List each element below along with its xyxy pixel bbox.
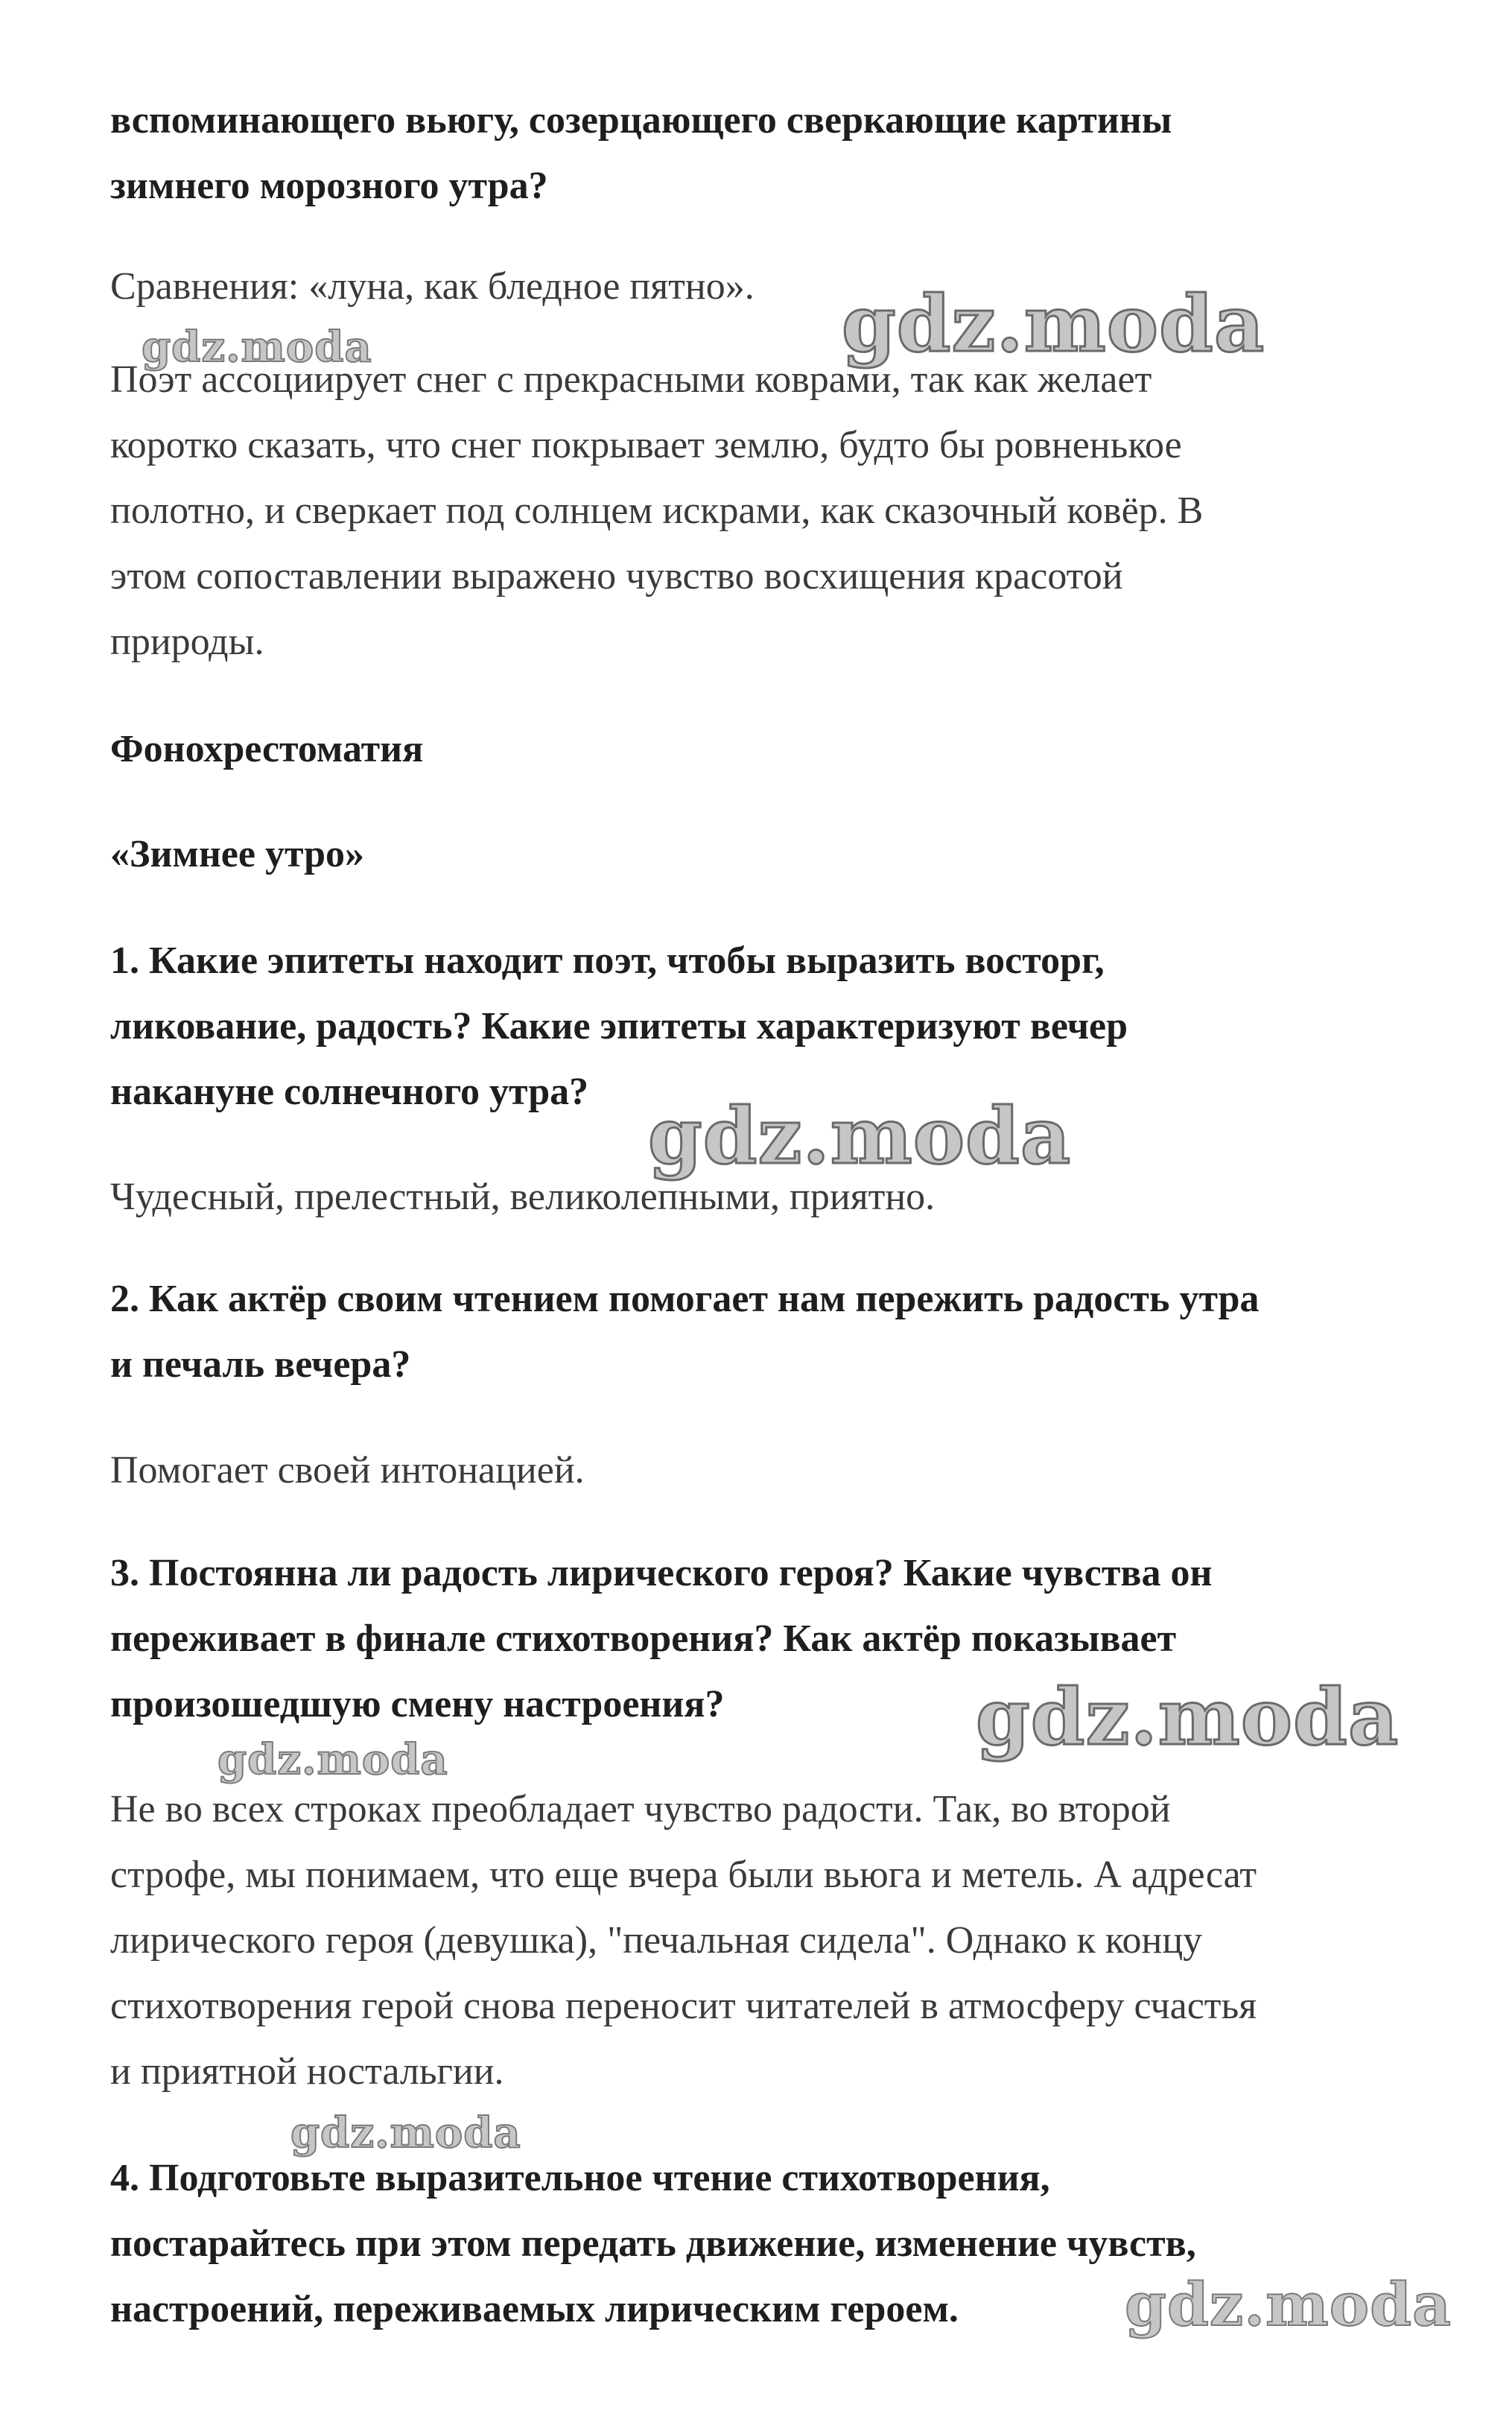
text-line: 3. Постоянна ли радость лирического героя? Какие чувства он	[110, 1552, 1213, 1594]
text-line: природы.	[110, 621, 264, 663]
text-line: переживает в финале стихотворения? Как актёр показывает	[110, 1617, 1177, 1660]
text-line: вспоминающего вьюгу, созерцающего сверкающие картины	[110, 99, 1172, 142]
poem-title	[110, 822, 1436, 887]
text-line: Чудесный, прелестный, великолепными, приятно.	[110, 1176, 936, 1218]
question-continuation	[110, 88, 1436, 219]
text-line: этом сопоставлении выражено чувство восхищения красотой	[110, 555, 1123, 598]
section-heading	[110, 717, 1436, 782]
text-line: лирического героя (девушка), "печальная сидела". Однако к концу	[110, 1919, 1203, 1962]
text-line: полотно, и сверкает под солнцем искрами, как сказочный ковёр. В	[110, 489, 1204, 532]
text-line: стихотворения герой снова переносит читателей в атмосферу счастья	[110, 1985, 1257, 2027]
watermark: gdz.moda	[842, 278, 1265, 370]
answer-1	[110, 1164, 1436, 1230]
answer-2	[110, 1438, 1436, 1503]
watermark: gdz.moda	[976, 1671, 1400, 1763]
text-line: настроений, переживаемых лирическим героем.	[110, 2288, 959, 2330]
answer-3	[110, 1777, 1436, 2105]
question-4	[110, 2146, 1436, 2342]
text-line: Поэт ассоциирует снег с прекрасными коврами, так как желает	[110, 358, 1152, 401]
text-line: произошедшую смену настроения?	[110, 1683, 725, 1725]
watermark: gdz.moda	[1125, 2269, 1452, 2339]
text-line: 2. Как актёр своим чтением помогает нам пережить радость утра	[110, 1278, 1260, 1320]
text-line: 4. Подготовьте выразительное чтение стихотворения,	[110, 2157, 1050, 2199]
text-line: и печаль вечера?	[110, 1343, 411, 1386]
watermark: gdz.moda	[290, 2108, 521, 2158]
text-line: и приятной ностальгии.	[110, 2050, 504, 2093]
text-line: зимнего морозного утра?	[110, 165, 548, 207]
text-line: строфе, мы понимаем, что еще вчера были вьюга и метель. А адресат	[110, 1854, 1257, 1896]
question-1	[110, 928, 1436, 1125]
question-3	[110, 1541, 1436, 1737]
text-line: Не во всех строках преобладает чувство радости. Так, во второй	[110, 1788, 1171, 1831]
text-line: постарайтесь при этом передать движение, изменение чувств,	[110, 2222, 1196, 2265]
text-line: коротко сказать, что снег покрывает землю, будто бы ровненькое	[110, 424, 1182, 466]
text-line: накануне солнечного утра?	[110, 1071, 589, 1113]
text-line: ликование, радость? Какие эпитеты характеризуют вечер	[110, 1005, 1128, 1047]
watermark: gdz.moda	[648, 1090, 1072, 1182]
text-line: 1. Какие эпитеты находит поэт, чтобы выразить восторг,	[110, 939, 1105, 982]
heading-text: «Зимнее утро»	[110, 833, 365, 875]
answer-comparisons	[110, 254, 1436, 320]
answer-carpet-association	[110, 347, 1436, 675]
watermark: gdz.moda	[142, 323, 372, 372]
question-2	[110, 1267, 1436, 1398]
heading-text: Фонохрестоматия	[110, 728, 424, 770]
watermark: gdz.moda	[217, 1735, 448, 1784]
text-line: Помогает своей интонацией.	[110, 1449, 585, 1492]
text-line: Сравнения: «луна, как бледное пятно».	[110, 265, 755, 308]
